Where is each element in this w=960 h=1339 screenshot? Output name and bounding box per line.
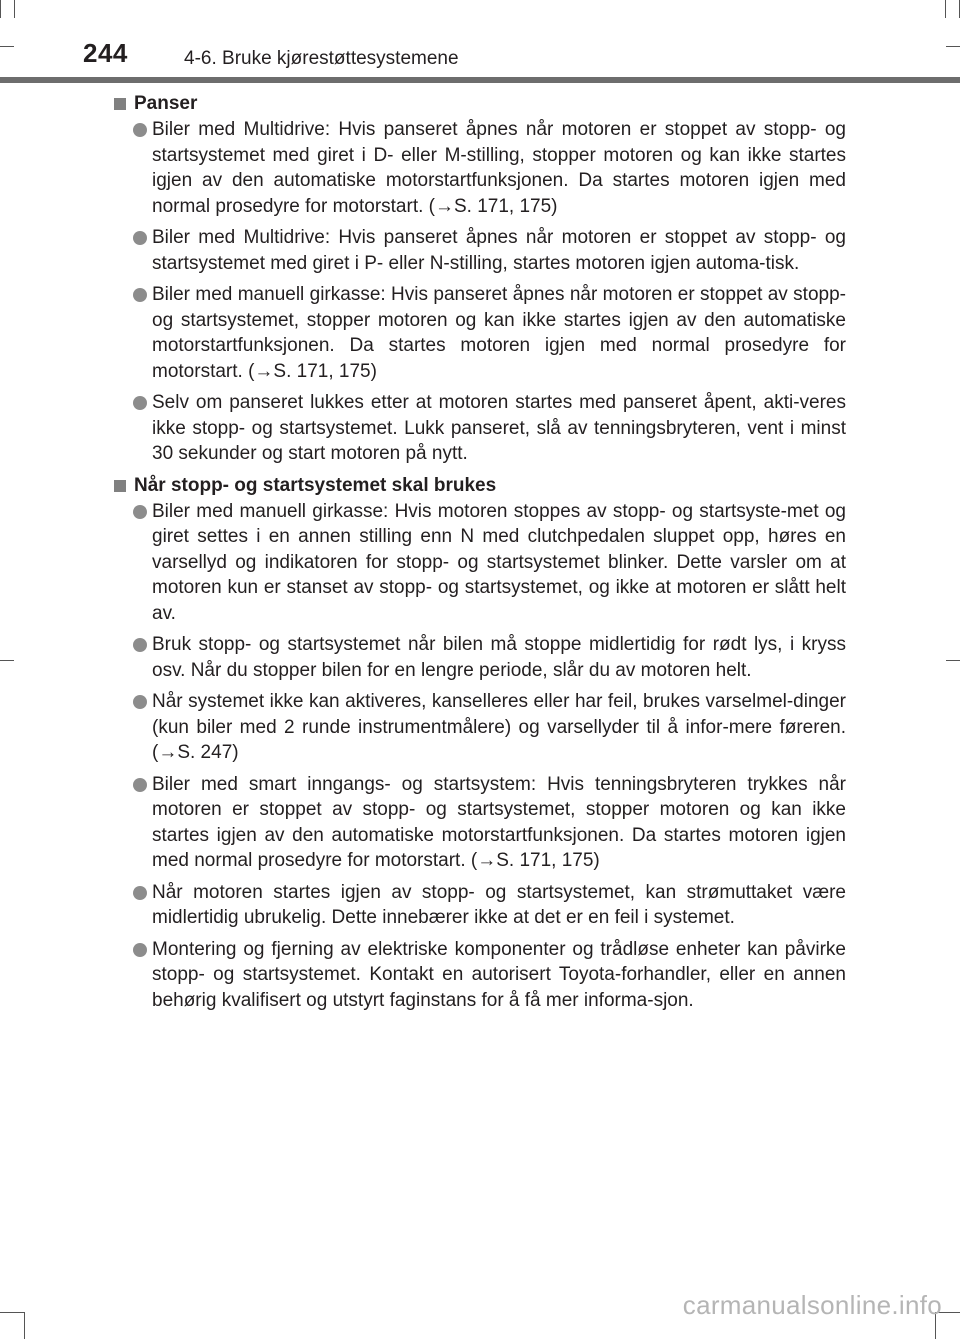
page-header [0, 36, 960, 82]
bullet-item: Biler med manuell girkasse: Hvis panseret åpnes når motoren er stoppet av stopp- og startsystemet, stopper motoren og kan ikke startes igjen av den automatiske motorstartfunksjonen. Da startes motoren igjen med normal prosedyre for motorstart. (→S. 171, 175) [110, 282, 846, 384]
section-title: Panser [110, 91, 846, 116]
section-title: Når stopp- og startsystemet skal brukes [110, 473, 846, 498]
bullet-item: Når systemet ikke kan aktiveres, kanselleres eller har feil, brukes varselmel-dinger (kun biler med 2 runde instrumentmålere) og varsellyder til å infor-mere føreren. (→S. 247) [110, 689, 846, 766]
circle-bullet-icon [133, 123, 147, 137]
circle-bullet-icon [133, 505, 147, 519]
crop-mark [946, 660, 960, 661]
circle-bullet-icon [133, 396, 147, 410]
crop-mark [0, 660, 14, 661]
square-bullet-icon [114, 480, 126, 492]
chapter-title: 4-6. Bruke kjørestøttesystemene [184, 48, 459, 69]
section-usage [110, 473, 846, 1014]
crop-mark [0, 0, 1, 18]
bullet-item: Montering og fjerning av elektriske komponenter og trådløse enheter kan påvirke stopp- og startsystemet. Kontakt en autorisert Toyota-forhandler, eller en annen behørig kvalifisert og utstyrt faginstans for å få mer informa-sjon. [110, 937, 846, 1014]
watermark: carmanualsonline.info [682, 1290, 942, 1320]
bullet-item: Selv om panseret lukkes etter at motoren startes med panseret åpent, akti-veres ikke stopp- og startsystemet. Lukk panseret, slå av tenningsbryteren, vent i minst 30 sekunder og start motoren på nytt. [110, 390, 846, 467]
crop-mark [14, 0, 15, 18]
header-rule [0, 77, 960, 83]
bullet-item: Når motoren startes igjen av stopp- og startsystemet, kan strømuttaket være midlertidig ubrukelig. Dette innebærer ikke at det er en feil i systemet. [110, 880, 846, 931]
circle-bullet-icon [133, 695, 147, 709]
crop-mark [0, 1312, 24, 1313]
crop-mark [24, 1312, 25, 1339]
circle-bullet-icon [133, 943, 147, 957]
bullet-item: Bruk stopp- og startsystemet når bilen må stoppe midlertidig for rødt lys, i kryss osv. Når du stopper bilen for en lengre periode, slår du av motoren helt. [110, 632, 846, 683]
bullet-item: Biler med manuell girkasse: Hvis motoren stoppes av stopp- og startsyste-met og giret settes i en annen stilling enn N med clutchpedalen sluppet opp, høres en varsellyd og indikatoren for stopp- og startsystemet blinker. Dette varsler om at motoren kun er stanset av stopp- og startsystemet, og ikke at motoren er slått helt av. [110, 499, 846, 627]
bullet-item: Biler med Multidrive: Hvis panseret åpnes når motoren er stoppet av stopp- og startsystemet med giret i P- eller N-stilling, startes motoren igjen automa-tisk. [110, 225, 846, 276]
circle-bullet-icon [133, 288, 147, 302]
square-bullet-icon [114, 98, 126, 110]
bullet-item: Biler med smart inngangs- og startsystem: Hvis tenningsbryteren trykkes når motoren er stoppet av stopp- og startsystemet, stopper motoren og kan ikke startes igjen av den automatiske motorstartfunksjonen. Da startes motoren igjen med normal prosedyre for motorstart. (→S. 171, 175) [110, 772, 846, 874]
bullet-item: Biler med Multidrive: Hvis panseret åpnes når motoren er stoppet av stopp- og startsystemet med giret i D- eller M-stilling, stopper motoren og kan ikke startes igjen av den automatiske motorstartfunksjonen. Da startes motoren igjen med normal prosedyre for motorstart. (→S. 171, 175) [110, 117, 846, 219]
circle-bullet-icon [133, 638, 147, 652]
page-number: 244 [83, 38, 128, 68]
page-content [110, 91, 846, 1019]
circle-bullet-icon [133, 886, 147, 900]
section-panser [110, 91, 846, 467]
crop-mark [945, 0, 946, 18]
circle-bullet-icon [133, 231, 147, 245]
circle-bullet-icon [133, 778, 147, 792]
